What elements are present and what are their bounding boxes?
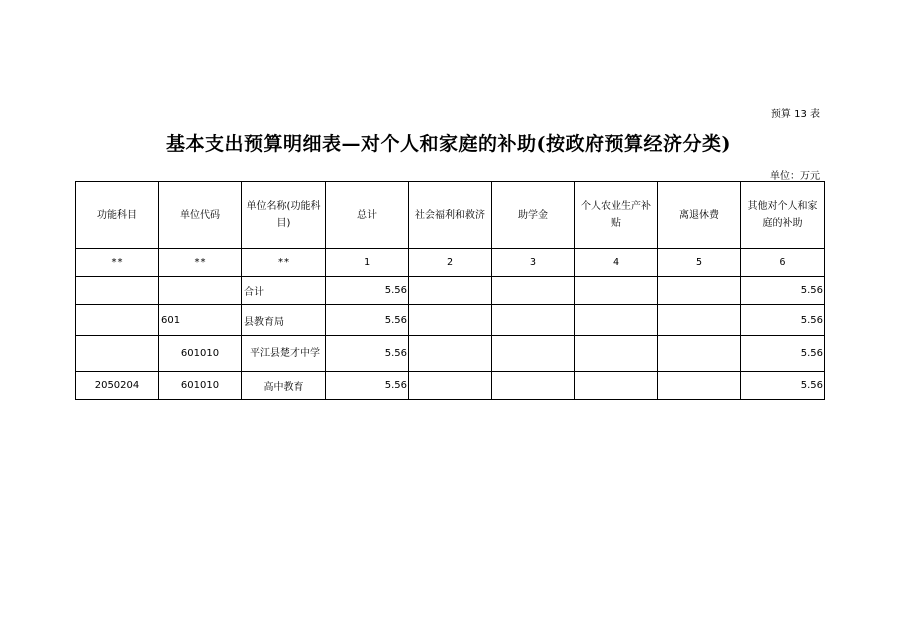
- unit-code-cell: 601010: [159, 372, 242, 400]
- welfare-cell: [409, 336, 492, 372]
- index-row: [76, 249, 825, 277]
- header-cell: 其他对个人和家庭的补助: [741, 182, 825, 249]
- welfare-cell: [409, 372, 492, 400]
- page-title: 基本支出预算明细表—对个人和家庭的补助(按政府预算经济分类): [166, 133, 731, 155]
- other-subsidy-cell: 5.56: [741, 372, 825, 400]
- retirement-cell: [658, 336, 741, 372]
- function-code-cell: [76, 336, 159, 372]
- index-cell: 1: [326, 249, 409, 277]
- scholarship-cell: [492, 277, 575, 305]
- unit-name-cell: 合计: [242, 277, 326, 305]
- agri-subsidy-cell: [575, 372, 658, 400]
- unit-code-cell: [159, 277, 242, 305]
- welfare-cell: [409, 277, 492, 305]
- index-cell: 4: [575, 249, 658, 277]
- header-row: [76, 182, 825, 249]
- other-subsidy-cell: 5.56: [741, 277, 825, 305]
- unit-label: 单位：万元: [770, 171, 820, 182]
- unit-code-cell: 601010: [159, 336, 242, 372]
- other-subsidy-cell: 5.56: [741, 305, 825, 336]
- form-number: 预算 13 表: [770, 109, 820, 120]
- header-cell: 单位名称(功能科目): [242, 182, 326, 249]
- budget-table: [75, 181, 825, 400]
- function-code-cell: [76, 277, 159, 305]
- scholarship-cell: [492, 336, 575, 372]
- header-cell: 总计: [326, 182, 409, 249]
- function-code-cell: 2050204: [76, 372, 159, 400]
- agri-subsidy-cell: [575, 277, 658, 305]
- unit-name-cell: 县教育局: [242, 305, 326, 336]
- index-cell: 3: [492, 249, 575, 277]
- header-cell: 离退休费: [658, 182, 741, 249]
- other-subsidy-cell: 5.56: [741, 336, 825, 372]
- scholarship-cell: [492, 372, 575, 400]
- unit-name-cell: 平江县楚才中学: [242, 336, 326, 372]
- header-cell: 社会福利和救济: [409, 182, 492, 249]
- agri-subsidy-cell: [575, 336, 658, 372]
- index-cell: 5: [658, 249, 741, 277]
- scholarship-cell: [492, 305, 575, 336]
- index-cell: **: [159, 249, 242, 277]
- index-cell: 2: [409, 249, 492, 277]
- index-cell: **: [242, 249, 326, 277]
- agri-subsidy-cell: [575, 305, 658, 336]
- header-cell: 个人农业生产补贴: [575, 182, 658, 249]
- total-cell: 5.56: [326, 336, 409, 372]
- welfare-cell: [409, 305, 492, 336]
- header-cell: 单位代码: [159, 182, 242, 249]
- function-code-cell: [76, 305, 159, 336]
- unit-name-cell: 高中教育: [242, 372, 326, 400]
- table-row: [76, 372, 825, 400]
- table-row: [76, 336, 825, 372]
- index-cell: 6: [741, 249, 825, 277]
- total-cell: 5.56: [326, 372, 409, 400]
- table-row: [76, 305, 825, 336]
- retirement-cell: [658, 277, 741, 305]
- table-row: [76, 277, 825, 305]
- retirement-cell: [658, 372, 741, 400]
- total-cell: 5.56: [326, 277, 409, 305]
- header-cell: 助学金: [492, 182, 575, 249]
- header-cell: 功能科目: [76, 182, 159, 249]
- unit-code-cell: 601: [159, 305, 242, 336]
- total-cell: 5.56: [326, 305, 409, 336]
- index-cell: **: [76, 249, 159, 277]
- retirement-cell: [658, 305, 741, 336]
